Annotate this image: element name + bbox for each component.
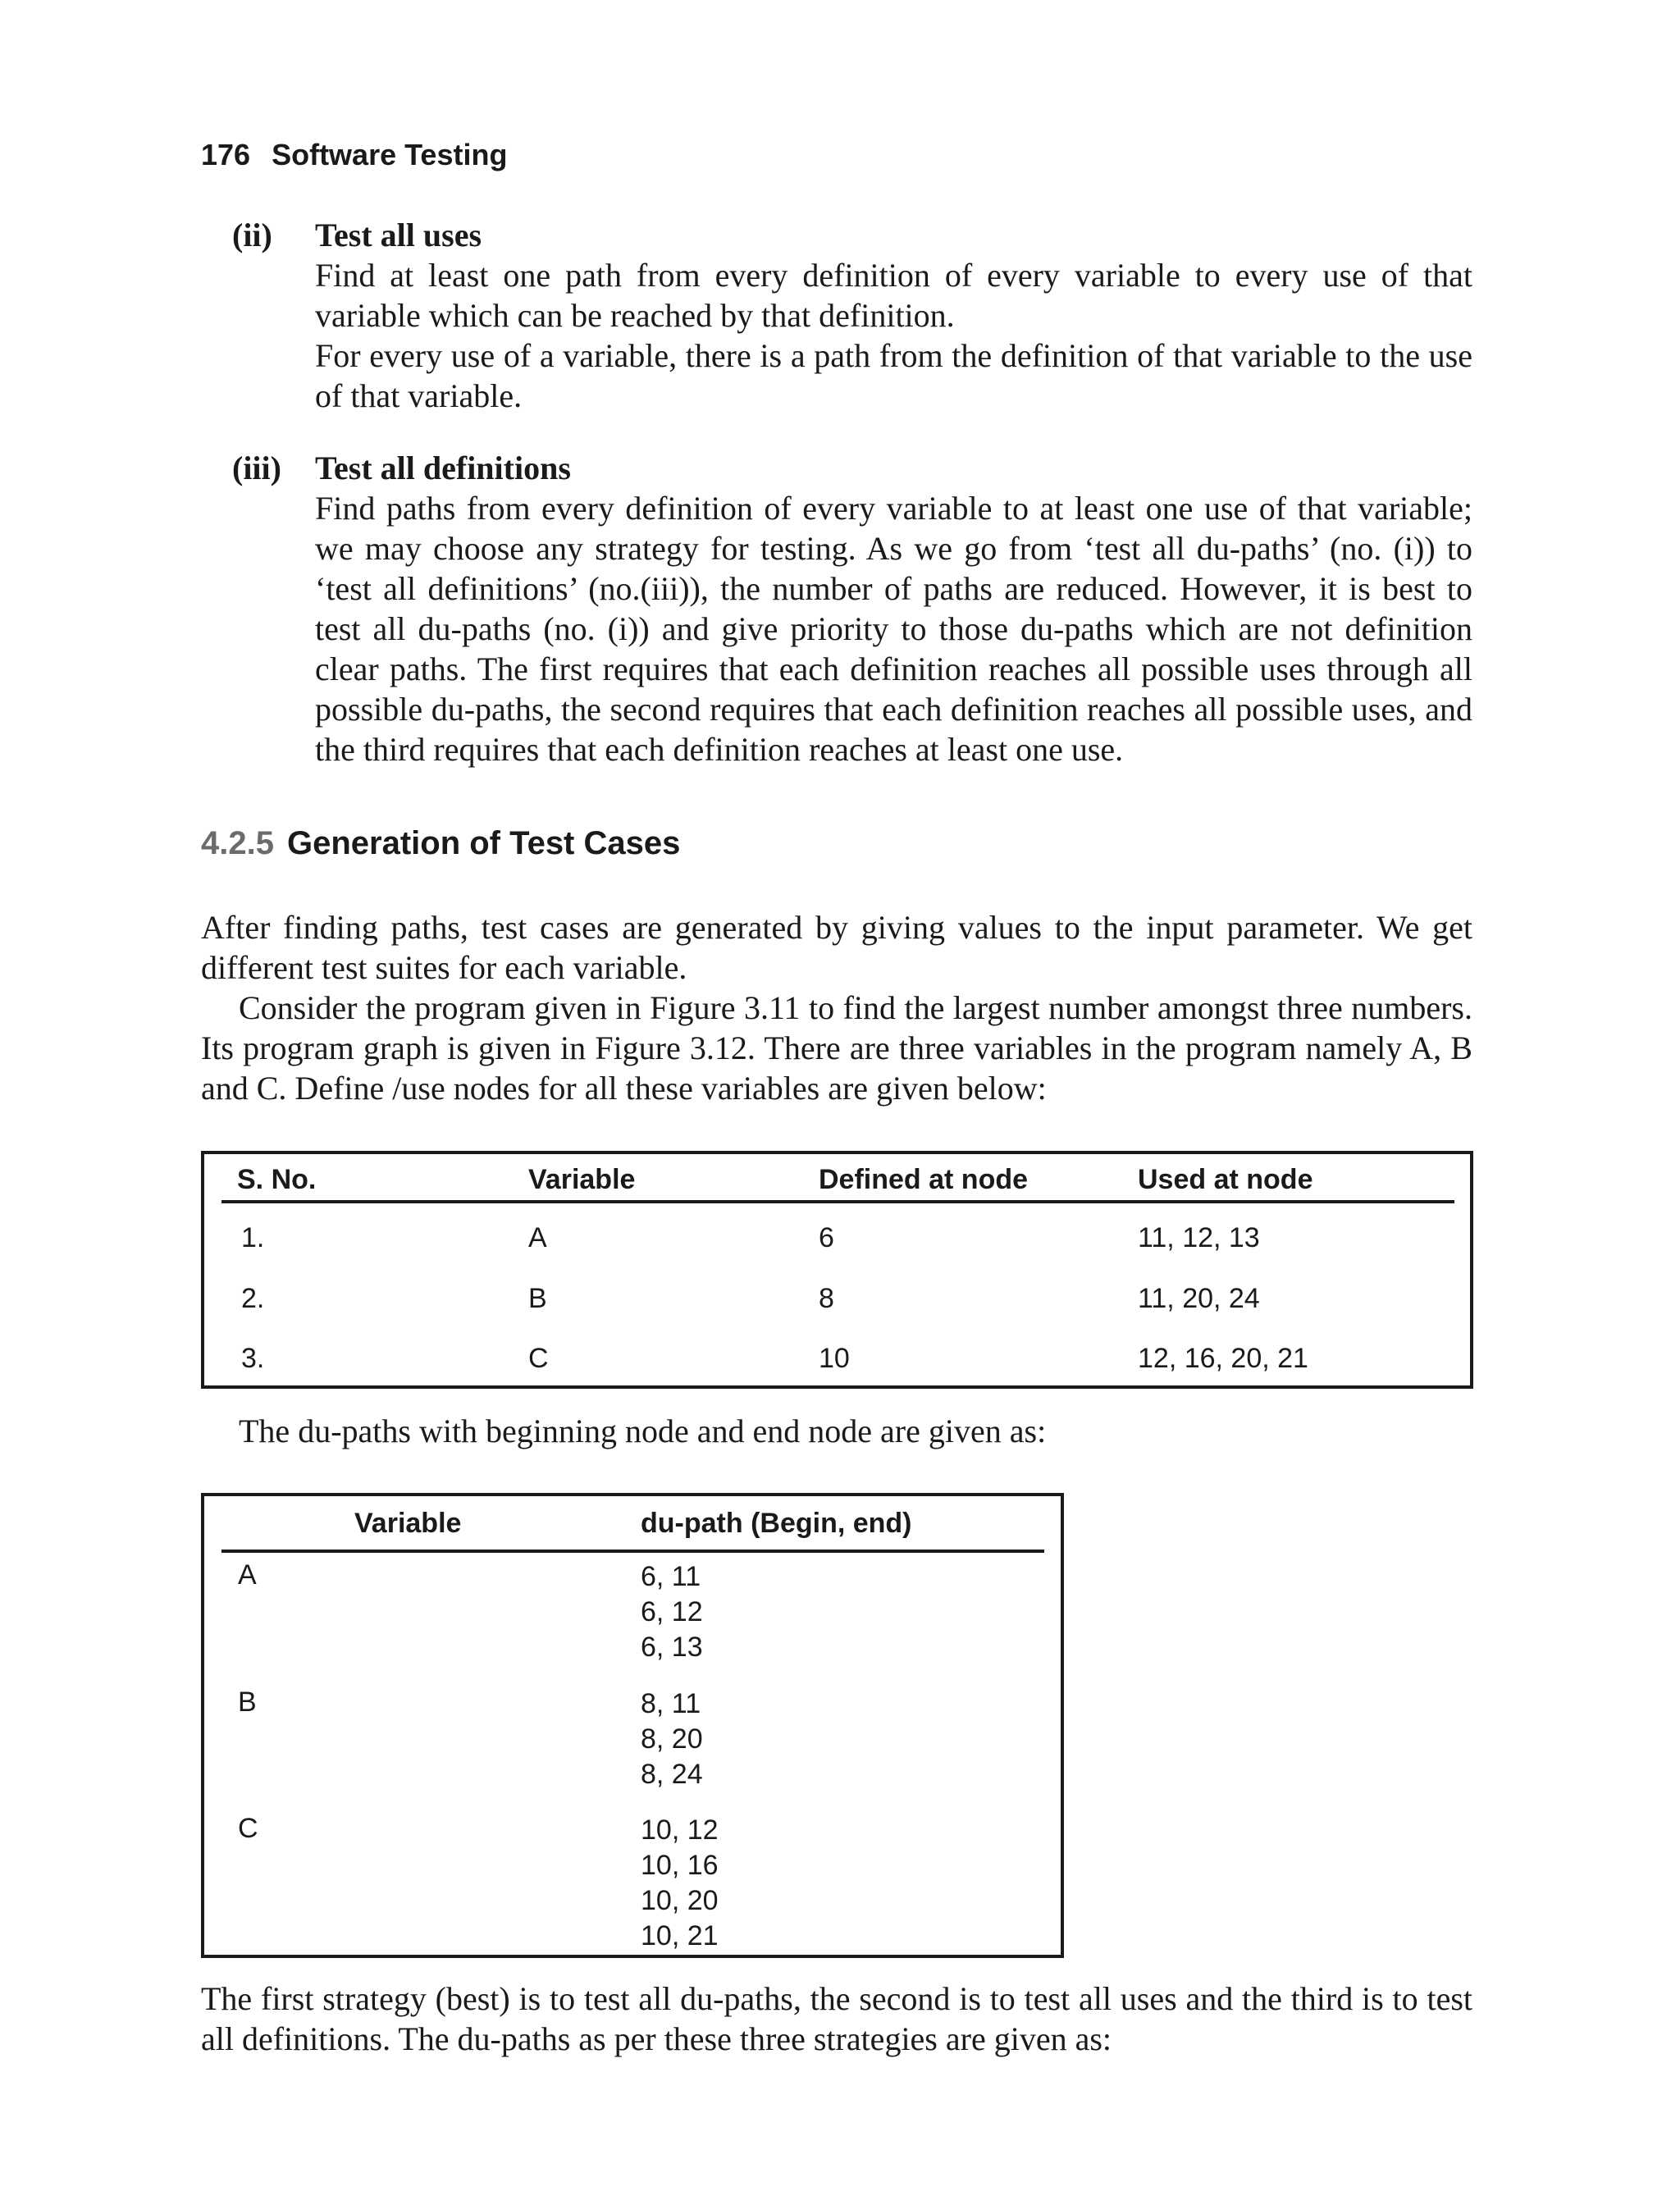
group-variable: A xyxy=(238,1559,257,1591)
du-path: 10, 16 xyxy=(641,1850,719,1881)
section-number: 4.2.5 xyxy=(201,825,274,861)
header-rule xyxy=(221,1550,1044,1553)
page-number: 176 xyxy=(201,138,251,171)
du-path-list xyxy=(641,1813,719,1954)
du-path: 6, 13 xyxy=(641,1632,703,1663)
du-path: 8, 20 xyxy=(641,1723,703,1755)
section-heading xyxy=(201,825,680,862)
item-number: (iii) xyxy=(232,450,281,486)
section-title: Generation of Test Cases xyxy=(286,825,681,861)
table-cell: C xyxy=(528,1343,549,1374)
du-path: 6, 12 xyxy=(641,1596,703,1627)
table-cell: 2. xyxy=(241,1283,265,1314)
paragraph: After finding paths, test cases are generated by giving values to the input parameter. We get different test suites for each variable. xyxy=(201,909,1472,986)
col-header-used: Used at node xyxy=(1138,1164,1313,1195)
du-path: 6, 11 xyxy=(641,1561,701,1592)
item-number: (ii) xyxy=(232,217,272,253)
table-cell: 1. xyxy=(241,1222,265,1253)
paragraph: Consider the program given in Figure 3.11 to find the largest number amongst three numbers. Its program graph is given in Figure 3.12. There are three variables in the program namely A, B and C. Define /use nodes for all these variables are given below: xyxy=(201,989,1472,1107)
table-cell: 11, 20, 24 xyxy=(1138,1283,1260,1314)
du-path-table xyxy=(201,1493,1064,1958)
table-cell: 3. xyxy=(241,1343,265,1374)
running-head xyxy=(201,138,507,172)
list-item-test-all-definitions xyxy=(201,448,1472,769)
table-cell: B xyxy=(528,1283,547,1314)
item-title: Test all uses xyxy=(315,217,482,253)
table-cell: A xyxy=(528,1222,547,1253)
group-variable: C xyxy=(238,1813,258,1844)
item-text: Find at least one path from every definition of every variable to every use of that variable which can be reached by that definition. xyxy=(315,257,1472,334)
du-path: 8, 11 xyxy=(641,1688,701,1719)
col-header-variable: Variable xyxy=(528,1164,636,1195)
item-title: Test all definitions xyxy=(315,450,571,486)
col-header-defined: Defined at node xyxy=(819,1164,1029,1195)
list-item-test-all-uses xyxy=(201,215,1472,416)
paragraph: The du-paths with beginning node and end node are given as: xyxy=(239,1413,1047,1449)
du-path: 10, 12 xyxy=(641,1814,719,1846)
paragraph: The first strategy (best) is to test all du-paths, the second is to test all uses and the third is to test all definitions. The du-paths as per these three strategies are given as: xyxy=(201,1980,1472,2057)
table-cell: 10 xyxy=(819,1343,850,1374)
book-title: Software Testing xyxy=(272,138,508,171)
col-header-du-path: du-path (Begin, end) xyxy=(641,1508,912,1539)
du-path-list xyxy=(641,1559,703,1665)
col-header-variable: Variable xyxy=(354,1508,462,1539)
item-text: Find paths from every definition of every variable to at least one use of that variable; we may choose any strategy for testing. As we go from ‘test all du-paths’ (no. (i)) to ‘test all definitions’ (no.(iii)), the number of paths are reduced. However, it is best to test all du-paths (no. (i)) and give priority to those du-paths which are not definition clear paths. The first requires that each definition reaches all possible uses through all possible du-paths, the second requires that each definition reaches all possible uses, and the third requires that each definition reaches at least one use. xyxy=(315,490,1472,768)
item-text: For every use of a variable, there is a path from the definition of that variable to the use of that variable. xyxy=(315,337,1472,414)
du-path: 10, 20 xyxy=(641,1885,719,1916)
du-path: 8, 24 xyxy=(641,1759,703,1790)
table-cell: 11, 12, 13 xyxy=(1138,1222,1260,1253)
group-variable: B xyxy=(238,1687,257,1718)
header-rule xyxy=(221,1200,1454,1203)
du-path-list xyxy=(641,1687,703,1792)
du-path: 10, 21 xyxy=(641,1920,719,1951)
def-use-table xyxy=(201,1151,1473,1389)
table-cell: 6 xyxy=(819,1222,834,1253)
table-cell: 8 xyxy=(819,1283,834,1314)
table-cell: 12, 16, 20, 21 xyxy=(1138,1343,1308,1374)
col-header-sno: S. No. xyxy=(237,1164,317,1195)
